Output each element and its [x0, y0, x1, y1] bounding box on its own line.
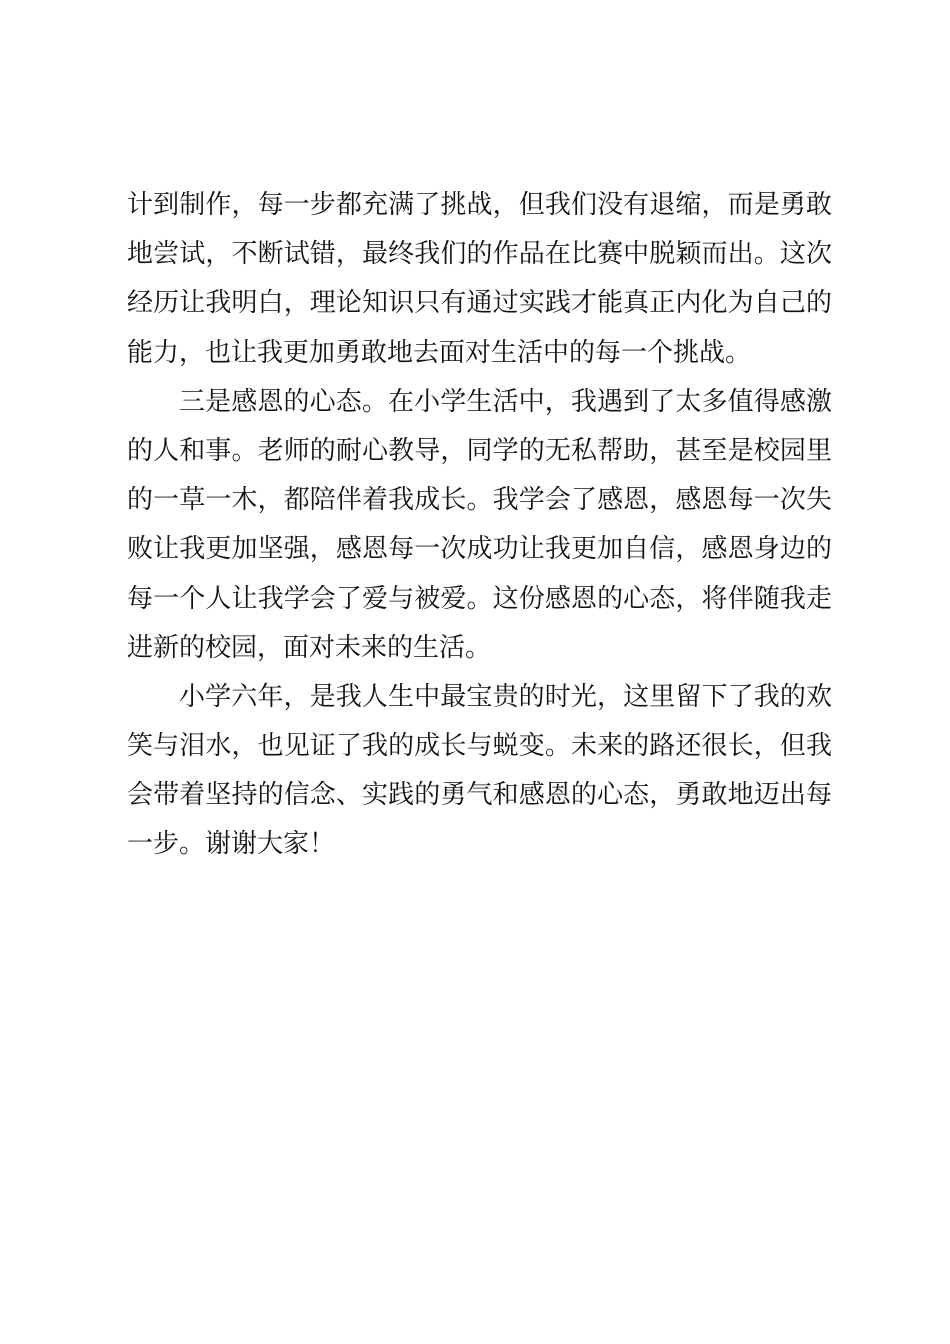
paragraph-start-line: 三是感恩的心态。在小学生活中，我遇到了太多值得感激 [179, 386, 832, 417]
text-line: 能力，也让我更加勇敢地去面对生活中的每一个挑战。 [127, 337, 752, 368]
text-line: 败让我更加坚强，感恩每一次成功让我更加自信，感恩身边的 [127, 534, 832, 565]
text-line: 每一个人让我学会了爱与被爱。这份感恩的心态，将伴随我走 [127, 583, 832, 614]
text-line: 的人和事。老师的耐心教导，同学的无私帮助，甚至是校园里 [127, 435, 832, 466]
text-line: 地尝试，不断试错，最终我们的作品在比赛中脱颖而出。这次 [127, 239, 832, 270]
body-text [127, 181, 832, 870]
text-line: 一步。谢谢大家！ [127, 829, 336, 860]
text-line: 计到制作，每一步都充满了挑战，但我们没有退缩，而是勇敢 [127, 190, 832, 220]
paragraph-start-line: 小学六年，是我人生中最宝贵的时光，这里留下了我的欢 [179, 681, 832, 712]
text-line: 的一草一木，都陪伴着我成长。我学会了感恩，感恩每一次失 [127, 485, 832, 516]
text-line: 经历让我明白，理论知识只有通过实践才能真正内化为自己的 [127, 288, 832, 319]
text-line: 笑与泪水，也见证了我的成长与蜕变。未来的路还很长，但我 [127, 731, 832, 762]
text-line: 进新的校园，面对未来的生活。 [127, 632, 492, 663]
text-line: 会带着坚持的信念、实践的勇气和感恩的心态，勇敢地迈出每 [127, 780, 832, 811]
